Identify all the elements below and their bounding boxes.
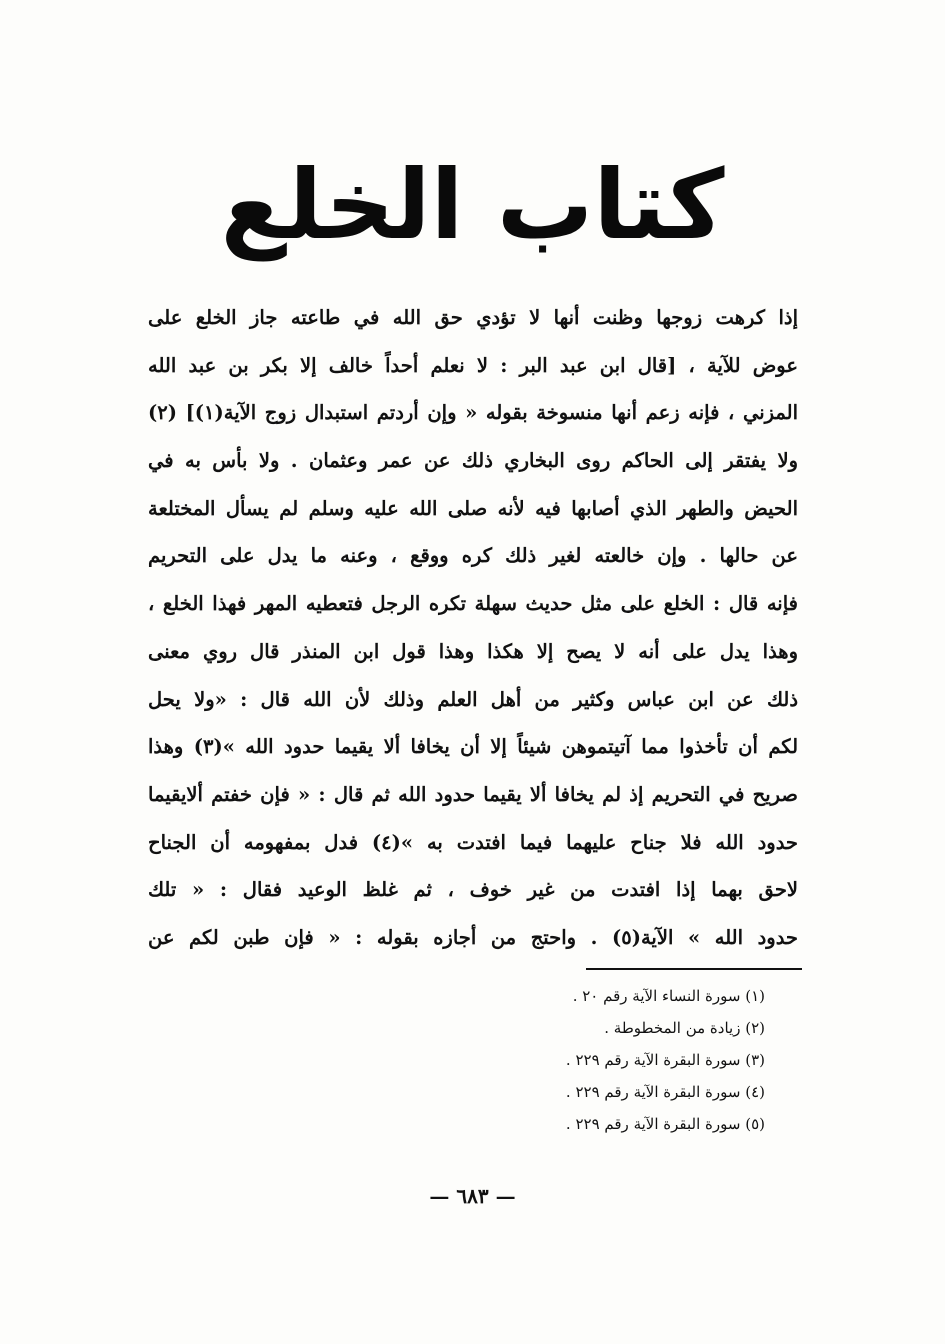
text-line: المزني ، فإنه زعم أنها منسوخة بقوله « وإن أردتم استبدال زوج الآية(١)] (٢) [148, 401, 798, 425]
chapter-title: كتاب الخلع [220, 149, 725, 261]
text-line: الحيض والطهر الذي أصابها فيه لأنه صلى الله عليه وسلم لم يسأل المختلعة [148, 496, 798, 520]
footnotes [345, 980, 765, 1140]
text-line: عن حالها . وإن خالعته لغير ذلك كره ووقع ، وعنه ما يدل على التحريم [148, 544, 798, 568]
text-line: صريح في التحريم إذ لم يخافا ألا يقيما حدود الله ثم قال : « فإن خفتم ألايقيما [148, 782, 798, 806]
footnote-2: (٢) زيادة من المخطوطة . [604, 1019, 765, 1037]
text-line: وهذا يدل على أنه لا يصح إلا هكذا وهذا قول ابن المنذر قال روي معنى [148, 639, 798, 663]
text-line: حدود الله » الآية(٥) . واحتج من أجازه بقوله : « فإن طبن لكم عن [148, 925, 798, 949]
text-line: إذا كرهت زوجها وظنت أنها لا تؤدي حق الله في طاعته جاز الخلع على [148, 306, 798, 329]
footnote-5: (٥) سورة البقرة الآية رقم ٢٢٩ . [565, 1115, 765, 1133]
page-number: — ٦٨٣ — [429, 1184, 516, 1208]
text-line: فإنه قال : الخلع على مثل حديث سهلة تكره الرجل فتعطيه المهر فهذا الخلع ، [148, 592, 798, 616]
text-line: ولا يفتقر إلى الحاكم روى البخاري ذلك عن عمر وعثمان . ولا بأس به في [148, 449, 798, 473]
footnote-3: (٣) سورة البقرة الآية رقم ٢٢٩ . [565, 1051, 765, 1069]
main-text [148, 294, 798, 962]
footnote-divider [586, 968, 802, 970]
text-line: لكم أن تأخذوا مما آتيتموهن شيئاً إلا أن يخافا ألا يقيما حدود الله »(٣) وهذا [148, 735, 798, 759]
footnote-4: (٤) سورة البقرة الآية رقم ٢٢٩ . [565, 1083, 765, 1101]
text-line: ذلك عن ابن عباس وكثير من أهل العلم وذلك لأن الله قال : «ولا يحل [148, 687, 798, 711]
text-line: لاحق بهما إذا افتدت من غير خوف ، ثم غلظ الوعيد فقال : « تلك [148, 878, 798, 902]
footnote-1: (١) سورة النساء الآية رقم ٢٠ . [572, 987, 765, 1005]
text-line: عوض للآية ، [قال ابن عبد البر : لا نعلم أحداً خالف إلا بكر بن عبد الله [148, 353, 798, 377]
text-line: حدود الله فلا جناح عليهما فيما افتدت به »(٤) فدل بمفهومه أن الجناح [148, 830, 798, 854]
